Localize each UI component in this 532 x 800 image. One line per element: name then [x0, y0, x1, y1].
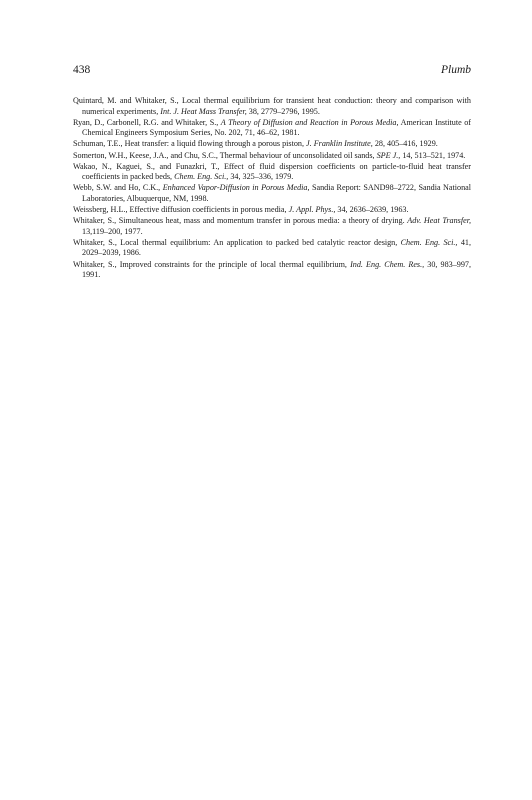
reference-details: 38, 2779–2796, 1995.	[246, 106, 320, 116]
reference-source: J. Franklin Institute,	[306, 139, 373, 149]
reference-text: Weissberg, H.L., Effective diffusion coefficients in porous media,	[73, 205, 289, 215]
reference-entry	[73, 238, 471, 259]
page-number: 438	[73, 64, 91, 76]
reference-text: Quintard, M. and Whitaker, S., Local thermal equilibrium for transient heat conduction: theory and comparison with numerical experiments,	[73, 96, 471, 116]
reference-text: Ryan, D., Carbonell, R.G. and Whitaker, S.,	[73, 117, 221, 127]
reference-entry	[73, 139, 471, 150]
reference-source: Ind. Eng. Chem. Res.,	[350, 259, 425, 269]
reference-source: Adv. Heat Transfer,	[407, 216, 471, 226]
reference-source: Enhanced Vapor-Diffusion in Porous Media,	[162, 183, 310, 193]
reference-source: Chem. Eng. Sci.,	[400, 237, 458, 247]
reference-details: 30, 983–997, 1991.	[82, 259, 472, 280]
reference-source: J. Appl. Phys.,	[288, 205, 336, 215]
reference-details: 28, 405–416, 1929.	[372, 139, 438, 149]
reference-source: SPE J.,	[376, 150, 401, 160]
reference-text: Webb, S.W. and Ho, C.K.,	[73, 183, 163, 193]
reference-text: Whitaker, S., Simultaneous heat, mass and momentum transfer in porous media: a theory of drying.	[73, 216, 408, 226]
reference-details: 13,119–200, 1977.	[82, 226, 143, 236]
reference-source: A Theory of Diffusion and Reaction in Porous Media,	[220, 117, 399, 127]
reference-text: Whitaker, S., Improved constraints for the principle of local thermal equilibrium,	[73, 259, 351, 269]
reference-entry	[73, 216, 471, 237]
reference-entry	[73, 118, 471, 139]
running-header	[73, 64, 471, 82]
reference-details: 34, 2636–2639, 1963.	[335, 205, 409, 215]
reference-details: 34, 325–336, 1979.	[228, 172, 294, 182]
reference-entry	[73, 205, 471, 216]
reference-details: American Institute of Chemical Engineers Symposium Series, No. 202, 71, 46–62, 1981.	[82, 117, 472, 138]
reference-details: 14, 513–521, 1974.	[400, 150, 466, 160]
reference-details: 41, 2029–2039, 1986.	[82, 237, 471, 258]
reference-list	[73, 96, 471, 281]
reference-details: Sandia Report: SAND98–2722, Sandia National Laboratories, Albuquerque, NM, 1998.	[82, 183, 472, 203]
reference-source: Chem. Eng. Sci.,	[174, 172, 229, 182]
reference-entry	[73, 162, 471, 183]
reference-text: Somerton, W.H., Keese, J.A., and Chu, S.C., Thermal behaviour of unconsolidated oil sands,	[73, 150, 377, 160]
reference-entry	[73, 183, 471, 204]
reference-entry	[73, 96, 471, 117]
reference-entry	[73, 260, 471, 281]
reference-entry	[73, 151, 471, 162]
reference-text: Wakao, N., Kaguei, S., and Funazkri, T., Effect of fluid dispersion coefficients on particle-to-fluid heat transfer coefficients in packed beds,	[73, 161, 471, 182]
reference-source: Int. J. Heat Mass Transfer,	[160, 106, 247, 116]
reference-text: Schuman, T.E., Heat transfer: a liquid flowing through a porous piston,	[73, 139, 307, 149]
reference-text: Whitaker, S., Local thermal equilibrium: An application to packed bed catalytic reactor design,	[73, 237, 401, 247]
running-title: Plumb	[440, 64, 471, 76]
